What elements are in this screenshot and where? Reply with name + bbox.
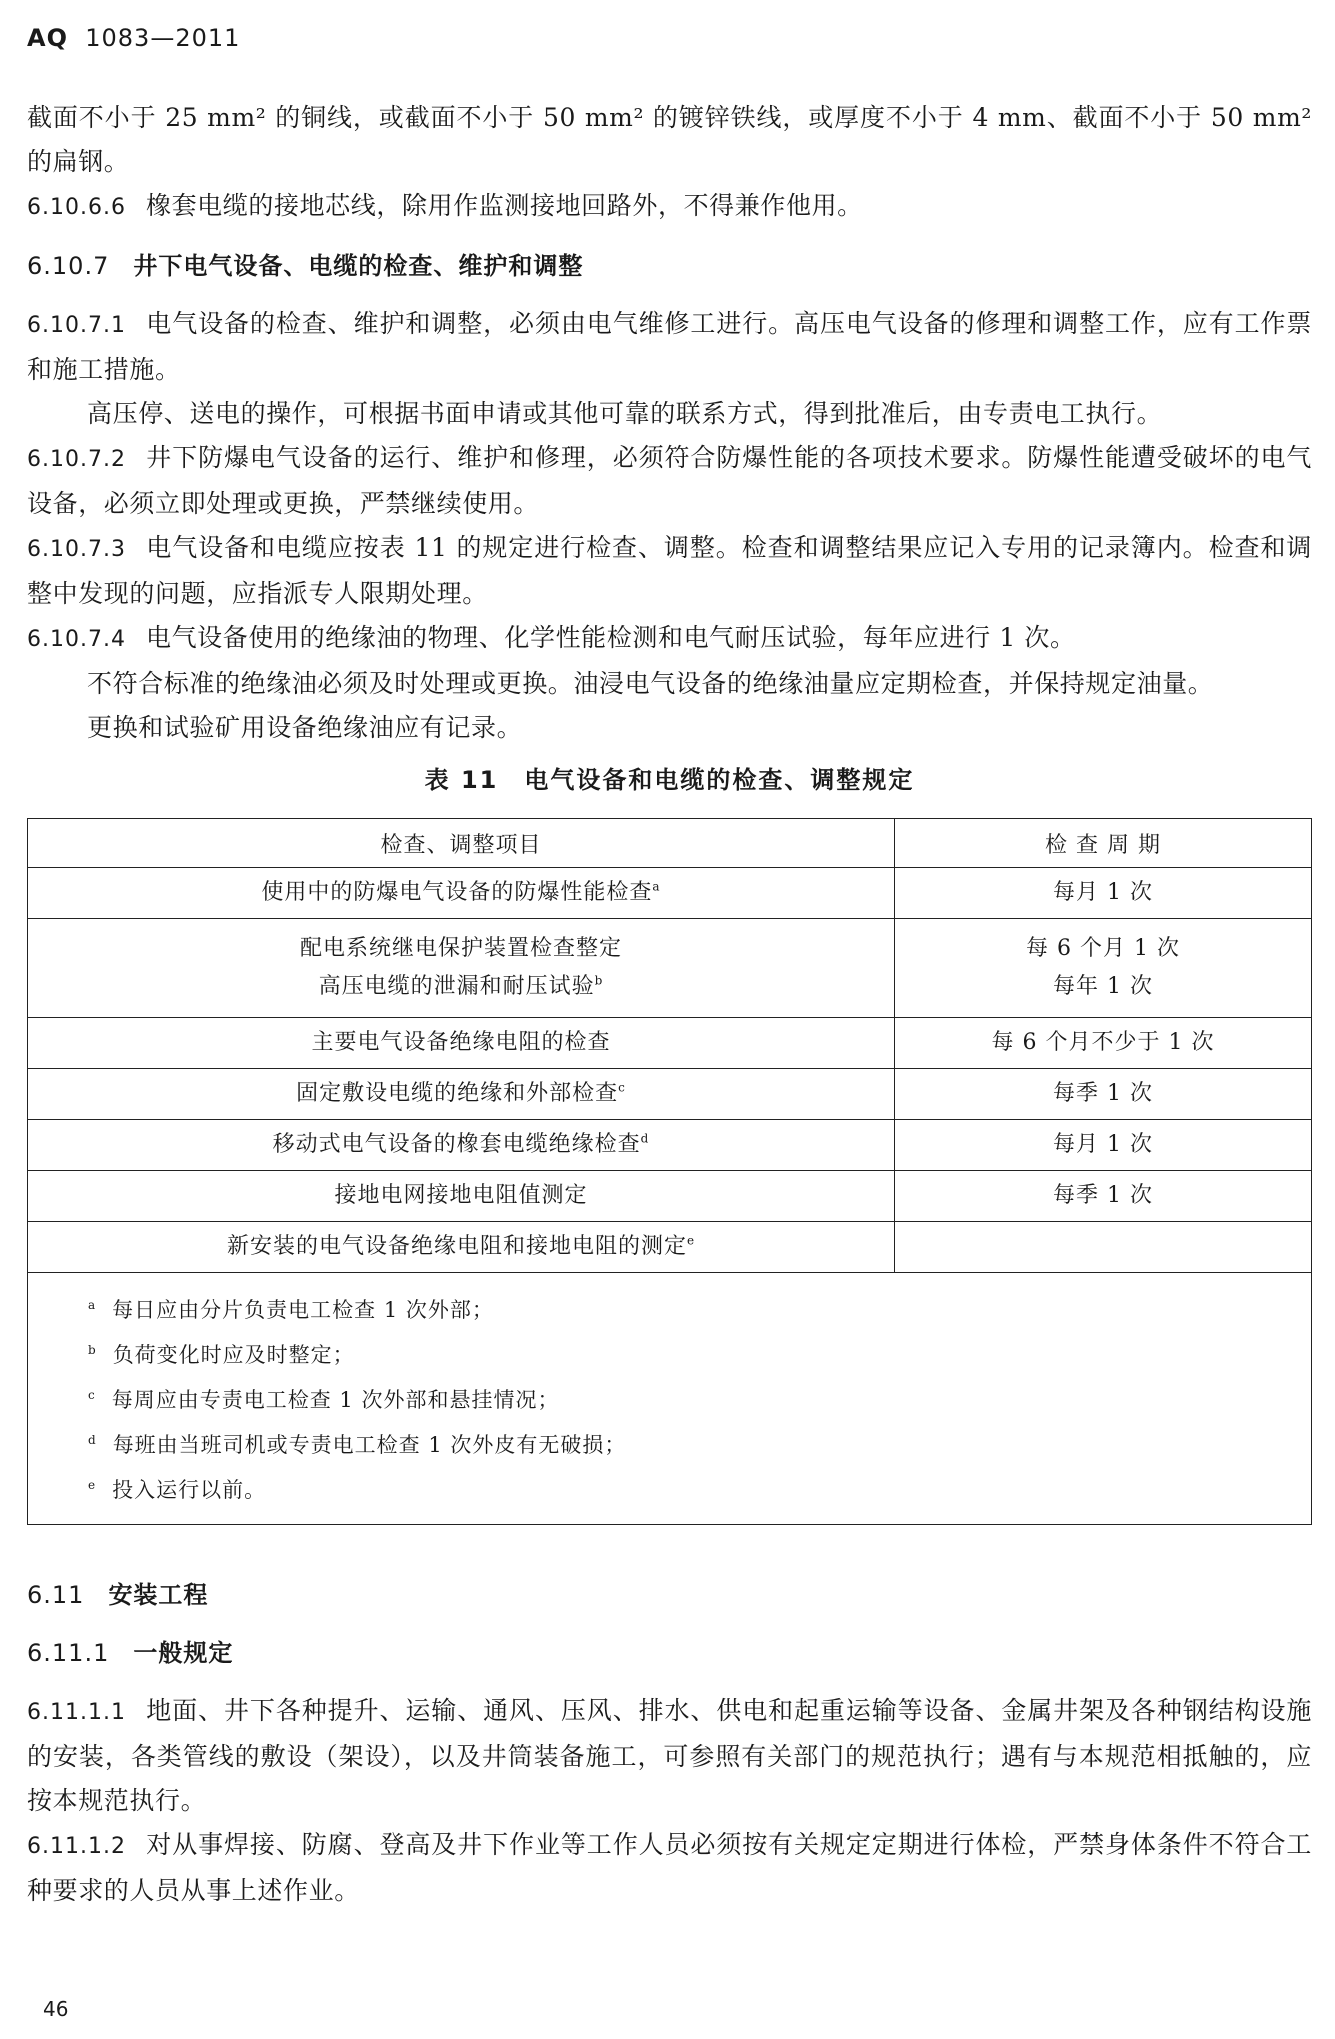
clause-6-11-1-1	[27, 1689, 1312, 1823]
table-row	[28, 1069, 1312, 1120]
section-heading-6-10-7	[27, 244, 1312, 288]
table-cell-item: 移动式电气设备的橡套电缆绝缘检查$^d$	[28, 1120, 895, 1171]
clause-number: 6.10.7.2	[27, 447, 126, 472]
standard-number: 1083—2011	[85, 24, 241, 52]
clause-text: 对从事焊接、防腐、登高及井下作业等工作人员必须按有关规定定期进行体检，严禁身体条件不符合工种要求的人员从事上述作业。	[27, 1830, 1312, 1905]
table-header-row	[28, 819, 1312, 868]
clause-6-10-7-4	[27, 616, 1312, 662]
clause-number: 6.10.7.4	[27, 627, 126, 652]
clause-number: 6.10.7.1	[27, 313, 126, 338]
paragraph-6-10-7-4-cont: 不符合标准的绝缘油必须及时处理或更换。油浸电气设备的绝缘油量应定期检查，并保持规定油量。	[87, 669, 1214, 698]
table-cell-period: 每 6 个月不少于 1 次	[895, 1018, 1312, 1069]
clause-6-10-7-1	[27, 302, 1312, 392]
table-cell-period: 每月 1 次	[895, 1120, 1312, 1171]
standard-header	[27, 24, 240, 52]
clause-text: 电气设备和电缆应按表 11 的规定进行检查、调整。检查和调整结果应记入专用的记录簿内。检查和调整中发现的问题，应指派专人限期处理。	[27, 533, 1312, 608]
clause-text: 电气设备的检查、维护和调整，必须由电气维修工进行。高压电气设备的修理和调整工作，应有工作票和施工措施。	[27, 309, 1312, 384]
section-heading-6-11-1	[27, 1631, 1312, 1675]
table-footnotes-row	[28, 1273, 1312, 1525]
section-heading-6-11	[27, 1573, 1312, 1617]
clause-number: 6.11.1.2	[27, 1834, 126, 1859]
table-row	[28, 919, 1312, 1018]
clause-6-10-7-3	[27, 526, 1312, 616]
section-title: 安装工程	[108, 1581, 209, 1609]
table-row	[28, 1222, 1312, 1273]
inspection-table	[27, 818, 1312, 1525]
table-cell-item: 新安装的电气设备绝缘电阻和接地电阻的测定$^e$	[28, 1222, 895, 1273]
section-title: 井下电气设备、电缆的检查、维护和调整	[133, 252, 584, 280]
footnote-mark: b	[594, 973, 604, 988]
table-cell-period: 每季 1 次	[895, 1171, 1312, 1222]
footnote-mark: a	[652, 879, 661, 894]
table-cell-item: 配电系统继电保护装置检查整定 高压电缆的泄漏和耐压试验$^b$	[28, 919, 895, 1018]
table-cell-period: 每月 1 次	[895, 868, 1312, 919]
clause-number: 6.10.7.3	[27, 537, 126, 562]
clause-6-11-1-2	[27, 1823, 1312, 1913]
clause-text: 橡套电缆的接地芯线，除用作监测接地回路外，不得兼作他用。	[145, 191, 863, 220]
page-number: 46	[43, 1997, 69, 2021]
footnote-mark: e	[686, 1233, 696, 1248]
main-content	[27, 96, 1312, 1913]
table-cell-item: 主要电气设备绝缘电阻的检查	[28, 1018, 895, 1069]
paragraph-6-10-7-1-cont: 高压停、送电的操作，可根据书面申请或其他可靠的联系方式，得到批准后，由专责电工执行。	[87, 399, 1163, 428]
table-row	[28, 868, 1312, 919]
column-header-period: 检 查 周 期	[895, 819, 1312, 868]
paragraph-intro: 截面不小于 25 mm² 的铜线，或截面不小于 50 mm² 的镀锌铁线，或厚度不小于 4 mm、截面不小于 50 mm² 的扁钢。	[27, 103, 1312, 176]
table-cell-period	[895, 1222, 1312, 1273]
clause-6-10-7-2	[27, 436, 1312, 526]
table-footnotes	[28, 1273, 1312, 1525]
table-cell-item: 固定敷设电缆的绝缘和外部检查$^c$	[28, 1069, 895, 1120]
section-number: 6.11	[27, 1581, 85, 1609]
clause-number: 6.10.6.6	[27, 195, 126, 220]
clause-text: 地面、井下各种提升、运输、通风、压风、排水、供电和起重运输等设备、金属井架及各种钢结构设施的安装，各类管线的敷设（架设），以及井筒装备施工，可参照有关部门的规范执行；遇有与本规范相抵触的，应按本规范执行。	[27, 1696, 1312, 1815]
table-cell-period: 每 6 个月 1 次 每年 1 次	[895, 919, 1312, 1018]
table-row	[28, 1018, 1312, 1069]
standard-code: AQ	[27, 24, 68, 52]
table-cell-item: 接地电网接地电阻值测定	[28, 1171, 895, 1222]
table-footnote: $^d$ 每班由当班司机或专责电工检查 1 次外皮有无破损；	[88, 1433, 627, 1457]
column-header-item: 检查、调整项目	[28, 819, 895, 868]
section-number: 6.10.7	[27, 252, 110, 280]
footnote-mark: d	[640, 1131, 650, 1146]
table-footnote: $^a$ 每日应由分片负责电工检查 1 次外部；	[88, 1298, 494, 1322]
table-footnote: $^b$ 负荷变化时应及时整定；	[88, 1343, 355, 1367]
section-number: 6.11.1	[27, 1639, 110, 1667]
table-cell-item: 使用中的防爆电气设备的防爆性能检查$^a$	[28, 868, 895, 919]
table-footnote: $^e$ 投入运行以前。	[88, 1478, 267, 1502]
table-row	[28, 1120, 1312, 1171]
paragraph-6-10-7-4-cont2: 更换和试验矿用设备绝缘油应有记录。	[87, 713, 523, 742]
table-footnote: $^c$ 每周应由专责电工检查 1 次外部和悬挂情况；	[88, 1388, 560, 1412]
section-title: 一般规定	[133, 1639, 234, 1667]
clause-number: 6.11.1.1	[27, 1700, 126, 1725]
clause-text: 井下防爆电气设备的运行、维护和修理，必须符合防爆性能的各项技术要求。防爆性能遭受破坏的电气设备，必须立即处理或更换，严禁继续使用。	[27, 443, 1312, 518]
clause-text: 电气设备使用的绝缘油的物理、化学性能检测和电气耐压试验，每年应进行 1 次。	[145, 623, 1076, 652]
clause-6-10-6-6	[27, 184, 1312, 230]
table-cell-period: 每季 1 次	[895, 1069, 1312, 1120]
table-row	[28, 1171, 1312, 1222]
footnote-mark: c	[618, 1080, 626, 1095]
table-caption: 表 11 电气设备和电缆的检查、调整规定	[424, 766, 915, 794]
